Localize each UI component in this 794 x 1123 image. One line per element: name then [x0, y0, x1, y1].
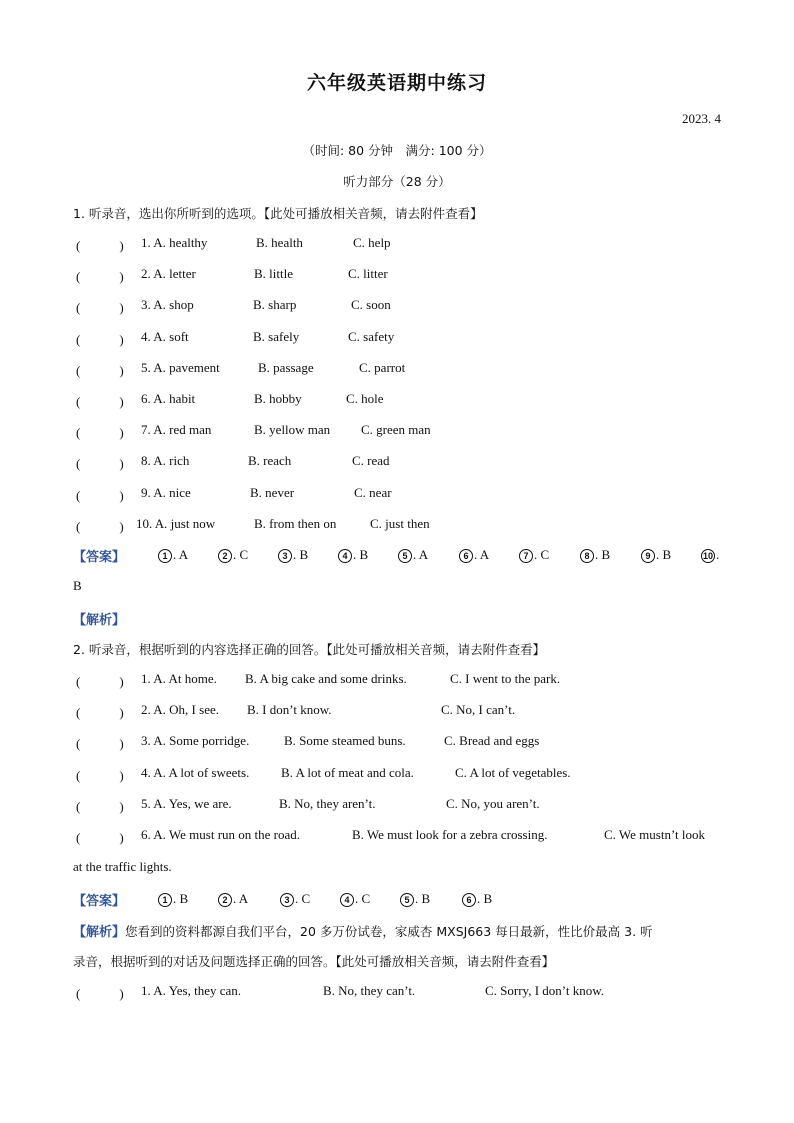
question-row — [76, 702, 736, 720]
answer-value: . B — [415, 891, 431, 906]
circled-number: 10 — [702, 551, 713, 561]
answer-value: . B — [293, 547, 309, 562]
answer-value: . B — [353, 547, 369, 562]
answer-item — [338, 547, 368, 563]
answer-item — [218, 891, 248, 907]
option-a: 3. A. Some porridge. — [141, 733, 250, 749]
circled-number: 7 — [519, 549, 533, 563]
question-row — [76, 266, 736, 284]
exam-date: 2023. 4 — [682, 111, 721, 126]
question-row — [76, 733, 736, 751]
q1-answer-line — [73, 546, 125, 565]
answer-value: . — [716, 547, 720, 562]
option-c: C. Bread and eggs — [444, 733, 540, 749]
option-c: C. safety — [348, 328, 395, 344]
option-c: C. hole — [346, 391, 384, 406]
answer-item — [340, 891, 370, 907]
answer-blank[interactable]: ( ) — [76, 362, 124, 378]
circled-number: 6 — [459, 549, 473, 563]
answer-value: . B — [173, 891, 189, 906]
answer-item — [158, 891, 188, 907]
option-a: 1. A. At home. — [141, 671, 217, 686]
q2-answer-label: 【答案】 — [73, 894, 126, 909]
option-b: B. never — [250, 484, 295, 500]
answer-blank[interactable]: ( ) — [76, 394, 124, 409]
option-c: C. just then — [370, 515, 430, 531]
option-a: 2. A. letter — [141, 266, 196, 282]
question-row — [76, 329, 736, 347]
option-a: 9. A. nice — [141, 484, 191, 500]
answer-item — [400, 891, 430, 907]
option-a: 2. A. Oh, I see. — [141, 702, 219, 718]
answer-blank[interactable]: ( ) — [76, 736, 124, 752]
time-info: （时间: 80 分钟 满分: 100 分） — [302, 143, 492, 158]
question-row — [76, 422, 736, 440]
question-row — [76, 453, 736, 471]
answer-value: . C — [233, 547, 249, 562]
option-c: C. Sorry, I don’t know. — [485, 983, 605, 998]
answer-item — [280, 891, 310, 907]
answer-item — [218, 547, 248, 563]
q2-analysis — [73, 921, 653, 940]
circled-number: 1 — [158, 893, 172, 907]
answer-label: 【答案】 — [73, 550, 126, 565]
circled-number: 4 — [338, 549, 352, 563]
option-b: B. A lot of meat and cola. — [281, 764, 414, 780]
option-c: C. near — [354, 484, 392, 500]
option-b: B. A big cake and some drinks. — [245, 671, 407, 686]
question-row — [76, 360, 736, 378]
option-c: C. litter — [348, 266, 388, 282]
option-b: B. safely — [253, 328, 300, 344]
answer-item — [580, 547, 610, 563]
answer-value: . C — [534, 547, 550, 562]
answer-blank[interactable]: ( ) — [76, 425, 124, 441]
option-b: B. reach — [248, 453, 292, 469]
circled-number: 5 — [400, 893, 414, 907]
answer-value: . A — [474, 547, 490, 562]
q3-prompt: 录音，根据听到的对话及问题选择正确的回答。【此处可播放相关音频，请去附件查看】 — [73, 954, 555, 969]
answer-item — [459, 547, 489, 563]
circled-number: 1 — [158, 549, 172, 563]
answer-item — [158, 547, 188, 563]
circled-number: 2 — [218, 893, 232, 907]
answer-value: . B — [595, 547, 611, 562]
answer-value: . C — [355, 891, 371, 906]
option-a: 6. A. habit — [141, 391, 196, 406]
circled-number: 4 — [340, 893, 354, 907]
answer-blank[interactable]: ( ) — [76, 830, 124, 845]
q2-wrap-line: at the traffic lights. — [73, 859, 172, 874]
answer-value: . B — [477, 891, 493, 906]
question-row — [76, 485, 736, 503]
answer-value: . C — [295, 891, 311, 906]
q2-analysis-label: 【解析】 — [73, 925, 126, 940]
circled-number: 8 — [580, 549, 594, 563]
question-row — [76, 235, 736, 253]
answer-blank[interactable]: ( ) — [76, 798, 124, 814]
answer-item — [641, 547, 671, 563]
option-c: C. I went to the park. — [450, 671, 561, 686]
q1-analysis-label: 【解析】 — [73, 613, 126, 628]
answer-item — [701, 547, 719, 563]
answer-item — [278, 547, 308, 563]
question-row — [76, 391, 736, 409]
answer-item — [398, 547, 428, 563]
answer-blank[interactable]: ( ) — [76, 331, 124, 347]
answer-blank[interactable]: ( ) — [76, 238, 124, 253]
answer-blank[interactable]: ( ) — [76, 705, 124, 721]
option-c: C. We mustn’t look — [604, 827, 706, 842]
option-c: C. parrot — [359, 359, 406, 375]
answer-blank[interactable]: ( ) — [76, 300, 124, 316]
option-a: 1. A. Yes, they can. — [141, 983, 242, 998]
option-a: 6. A. We must run on the road. — [141, 827, 301, 842]
option-b: B. yellow man — [254, 422, 331, 438]
answer-blank[interactable]: ( ) — [76, 456, 124, 472]
section-heading: 听力部分（28 分） — [343, 174, 451, 189]
answer-value: . A — [233, 891, 249, 906]
answer-item — [462, 891, 492, 907]
option-b: B. No, they can’t. — [323, 983, 416, 998]
option-a: 5. A. Yes, we are. — [141, 795, 232, 811]
circled-number: 5 — [398, 549, 412, 563]
circled-number: 3 — [278, 549, 292, 563]
question-row — [76, 297, 736, 315]
option-b: B. Some steamed buns. — [284, 733, 406, 749]
option-b: B. sharp — [253, 297, 297, 313]
circled-number: 6 — [462, 893, 476, 907]
option-b: B. from then on — [254, 515, 337, 531]
circled-number: 2 — [218, 549, 232, 563]
option-c: C. No, you aren’t. — [446, 795, 540, 811]
question-row — [76, 796, 736, 814]
question-row — [76, 671, 736, 689]
option-b: B. little — [254, 266, 293, 282]
question-row — [76, 765, 736, 783]
option-b: B. hobby — [254, 391, 302, 406]
answer-value: . A — [173, 547, 189, 562]
option-c: C. green man — [361, 422, 431, 438]
option-b: B. passage — [258, 359, 314, 375]
answer-blank[interactable]: ( ) — [76, 767, 124, 783]
option-c: C. soon — [351, 297, 391, 313]
q1-answer-wrap: B — [73, 578, 82, 593]
option-a: 5. A. pavement — [141, 359, 220, 375]
q1-prompt: 1. 听录音，选出你所听到的选项。【此处可播放相关音频，请去附件查看】 — [73, 206, 483, 221]
option-b: B. No, they aren’t. — [279, 795, 376, 811]
option-a: 10. A. just now — [136, 515, 216, 531]
q2-analysis-text: 您看到的资料都源自我们平台，20 多万份试卷，家威杏 MXSJ663 每日最新，性比价最高 3. 听 — [125, 924, 653, 939]
option-b: B. health — [256, 235, 303, 250]
option-b: B. We must look for a zebra crossing. — [352, 827, 548, 842]
option-a: 1. A. healthy — [141, 235, 208, 250]
question-row — [76, 983, 736, 1001]
answer-value: . A — [413, 547, 429, 562]
q2-prompt: 2. 听录音，根据听到的内容选择正确的回答。【此处可播放相关音频，请去附件查看】 — [73, 642, 546, 657]
option-c: C. read — [352, 453, 390, 469]
option-a: 7. A. red man — [141, 422, 212, 438]
circled-number: 9 — [641, 549, 655, 563]
answer-blank[interactable]: ( ) — [76, 986, 124, 1001]
answer-item — [519, 547, 549, 563]
option-c: C. A lot of vegetables. — [455, 764, 571, 780]
answer-blank[interactable]: ( ) — [76, 269, 124, 285]
option-b: B. I don’t know. — [247, 702, 332, 718]
page-title: 六年级英语期中练习 — [306, 72, 487, 94]
option-c: C. No, I can’t. — [441, 702, 516, 718]
circled-number: 3 — [280, 893, 294, 907]
option-c: C. help — [353, 235, 391, 250]
option-a: 4. A. A lot of sweets. — [141, 764, 250, 780]
question-row — [76, 827, 736, 845]
option-a: 4. A. soft — [141, 328, 189, 344]
option-a: 8. A. rich — [141, 453, 190, 469]
answer-blank[interactable]: ( ) — [76, 674, 124, 689]
question-row — [76, 516, 736, 534]
answer-blank[interactable]: ( ) — [76, 518, 124, 534]
answer-value: . B — [656, 547, 672, 562]
answer-blank[interactable]: ( ) — [76, 487, 124, 503]
option-a: 3. A. shop — [141, 297, 194, 313]
